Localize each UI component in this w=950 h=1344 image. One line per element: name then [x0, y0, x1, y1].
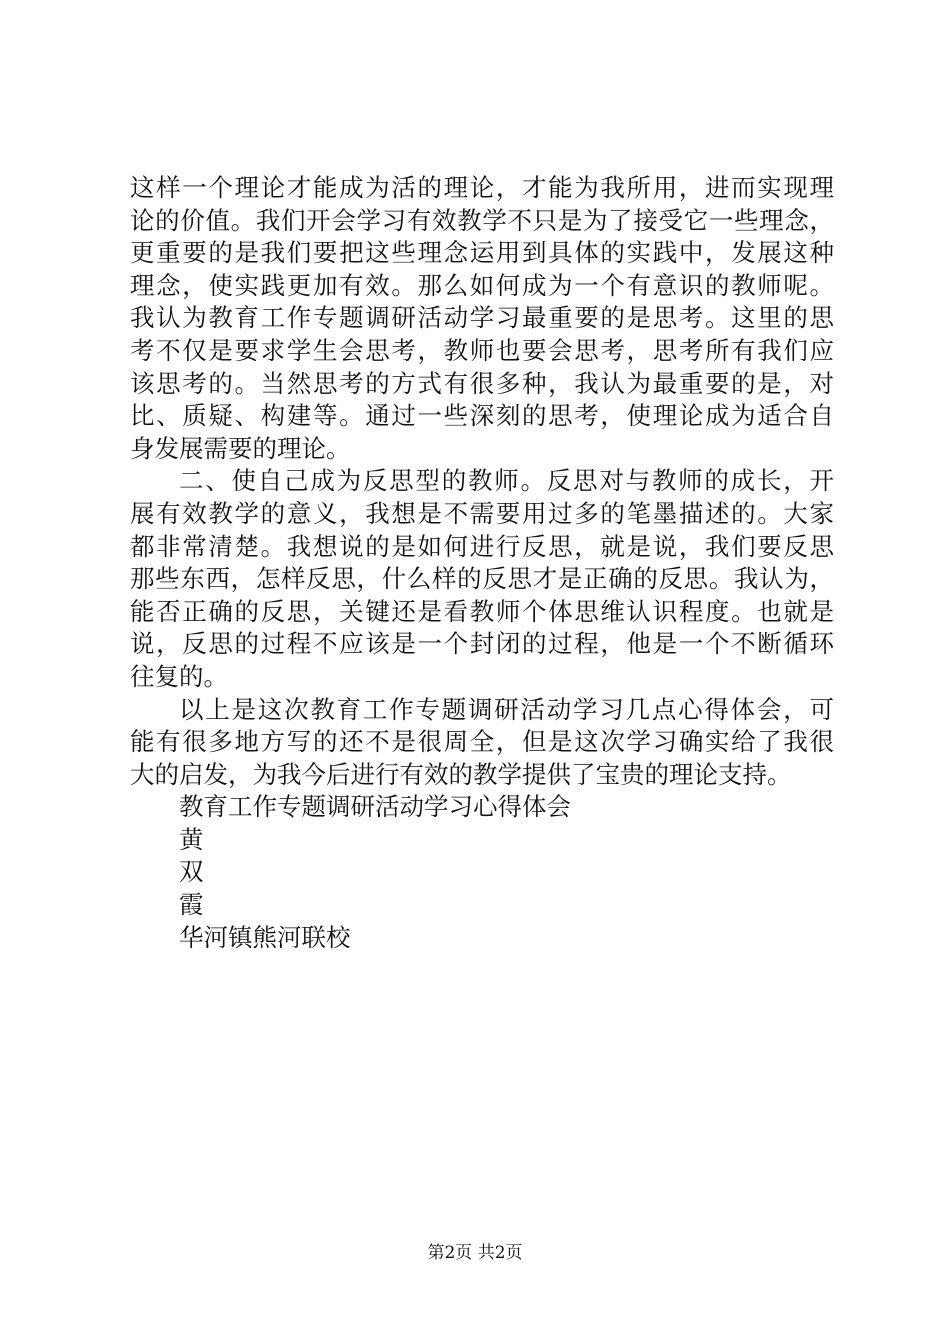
text-line: 考不仅是要求学生会思考，教师也要会思考，思考所有我们应	[130, 335, 834, 365]
signature-name-char: 双	[179, 857, 204, 887]
text-line: 比、质疑、构建等。通过一些深刻的思考，使理论成为适合自	[130, 401, 834, 431]
text-line: 以上是这次教育工作专题调研活动学习几点心得体会，可	[179, 694, 834, 724]
paragraph-3	[130, 694, 834, 792]
signature-name-char: 黄	[179, 824, 204, 854]
paragraph-1	[130, 172, 834, 465]
text-line: 该思考的。当然思考的方式有很多种，我认为最重要的是，对	[130, 368, 834, 398]
text-line: 我认为教育工作专题调研活动学习最重要的是思考。这里的思	[130, 303, 834, 333]
signature-name-char: 霞	[179, 890, 204, 920]
signature-school: 华河镇熊河联校	[179, 922, 351, 952]
text-line: 大的启发，为我今后进行有效的教学提供了宝贵的理论支持。	[130, 759, 792, 789]
page-number-footer: 第2页 共2页	[427, 1243, 523, 1263]
text-line: 展有效教学的意义，我想是不需要用过多的笔墨描述的。大家	[130, 498, 834, 528]
signature-block	[130, 791, 834, 954]
text-line: 二、使自己成为反思型的教师。反思对与教师的成长，开	[179, 466, 834, 496]
text-line: 理念，使实践更加有效。那么如何成为一个有意识的教师呢。	[130, 270, 834, 300]
text-line: 那些东西，怎样反思，什么样的反思才是正确的反思。我认为，	[130, 564, 834, 594]
text-line: 身发展需要的理论。	[130, 433, 351, 463]
text-line: 往复的。	[130, 661, 228, 691]
text-line: 这样一个理论才能成为活的理论，才能为我所用，进而实现理	[130, 173, 834, 202]
text-line: 更重要的是我们要把这些理念运用到具体的实践中，发展这种	[130, 238, 834, 268]
paragraph-2	[130, 465, 834, 693]
text-line: 能有很多地方写的还不是很周全，但是这次学习确实给了我很	[130, 727, 834, 757]
text-line: 说，反思的过程不应该是一个封闭的过程，他是一个不断循环	[130, 629, 834, 659]
signature-title: 教育工作专题调研活动学习心得体会	[179, 792, 571, 822]
text-line: 都非常清楚。我想说的是如何进行反思，就是说，我们要反思	[130, 531, 834, 561]
document-body	[130, 172, 834, 954]
text-line: 论的价值。我们开会学习有效教学不只是为了接受它一些理念，	[130, 205, 834, 235]
text-line: 能否正确的反思，关键还是看教师个体思维认识程度。也就是	[130, 596, 834, 626]
